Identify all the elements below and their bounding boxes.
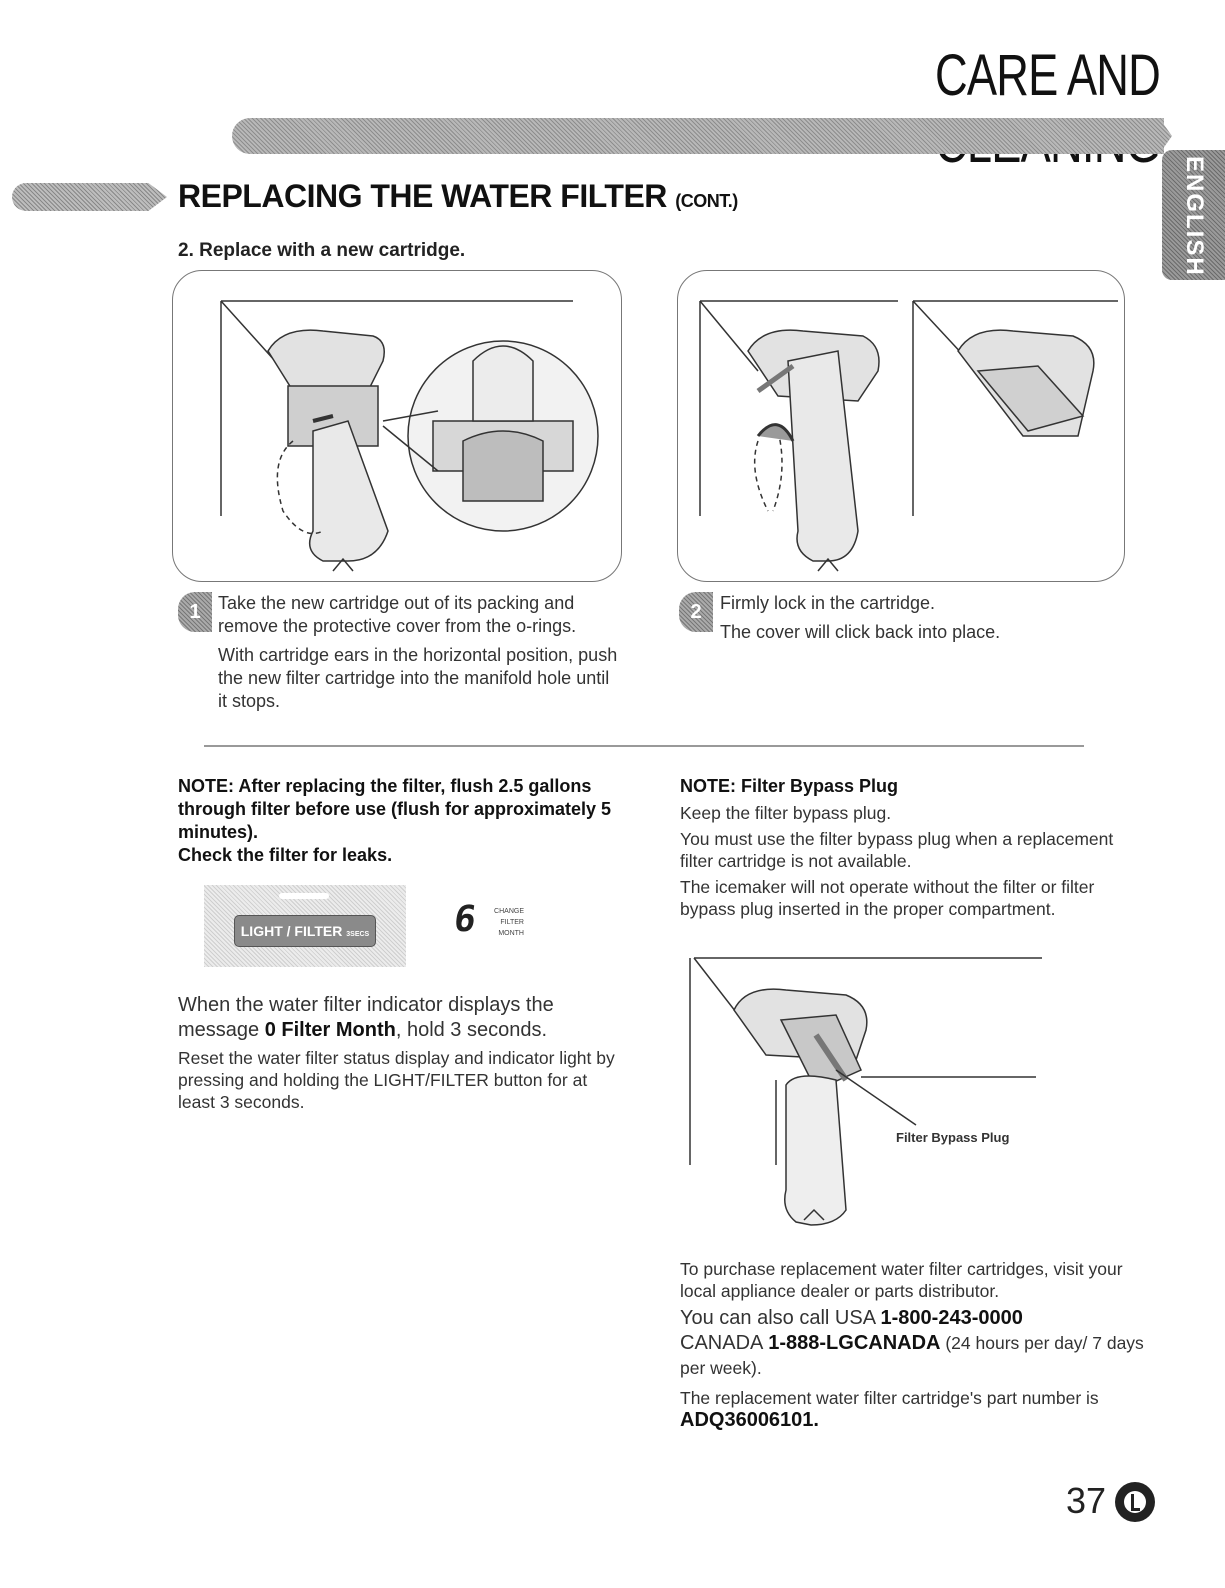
usa-call-prefix: You can also call USA bbox=[680, 1307, 875, 1329]
flush-note-text: NOTE: After replacing the filter, flush 2.5 gallons through filter before use (flush for approximately 5 minutes). bbox=[178, 776, 612, 842]
bypass-note-title: NOTE: Filter Bypass Plug bbox=[680, 776, 899, 796]
step-heading: 2. Replace with a new cartridge. bbox=[178, 240, 466, 261]
cartridge-lock-illustration bbox=[678, 271, 1124, 581]
subsection-title-suffix: (CONT.) bbox=[675, 191, 738, 211]
language-tab-label: ENGLISH bbox=[1181, 156, 1208, 277]
usa-phone-line bbox=[680, 1306, 1160, 1331]
step-1-line-1: Take the new cartridge out of its packing and remove the protective cover from the o-rings. bbox=[218, 593, 577, 636]
part-number-prefix: The replacement water filter cartridge's part number is bbox=[680, 1388, 1099, 1408]
bypass-note-line-1: Keep the filter bypass plug. bbox=[680, 803, 892, 823]
indicator-label-filter: FILTER bbox=[500, 919, 524, 926]
panel-indicator-light bbox=[279, 893, 329, 899]
step-1-line-2: With cartridge ears in the horizontal position, push the new filter cartridge into the manifold hole until it stops. bbox=[218, 645, 618, 711]
header-bar bbox=[232, 118, 1164, 154]
filter-month-indicator bbox=[451, 899, 534, 945]
bypass-note-line-2: You must use the filter bypass plug when a replacement filter cartridge is not available. bbox=[680, 829, 1114, 871]
purchase-info bbox=[680, 1258, 1160, 1435]
subsection-title-text: REPLACING THE WATER FILTER bbox=[178, 178, 667, 214]
filter-month-message bbox=[178, 993, 618, 1043]
subsection-marker bbox=[12, 183, 167, 211]
control-panel-image bbox=[204, 885, 406, 967]
light-filter-button bbox=[234, 915, 376, 947]
part-number: ADQ36006101. bbox=[680, 1409, 819, 1431]
usa-phone-number: 1-800-243-0000 bbox=[880, 1307, 1023, 1329]
step-2-line-2: The cover will click back into place. bbox=[720, 622, 1001, 642]
filter-month-message-suffix: , hold 3 seconds. bbox=[395, 1019, 548, 1041]
filter-month-highlight: 0 Filter Month bbox=[264, 1019, 396, 1041]
step-2-text bbox=[720, 592, 1120, 650]
reset-instructions bbox=[178, 993, 618, 1117]
reset-text: Reset the water filter status display and indicator light by pressing and holding the LIGHT/FILTER button for at least 3 seconds. bbox=[178, 1048, 615, 1112]
page-number: 37 bbox=[1066, 1480, 1107, 1521]
purchase-line-1: To purchase replacement water filter cartridges, visit your local appliance dealer or parts distributor. bbox=[680, 1259, 1123, 1301]
subsection-title bbox=[178, 178, 738, 215]
canada-prefix: CANADA bbox=[680, 1332, 764, 1354]
indicator-label-change: CHANGE bbox=[494, 908, 524, 915]
lg-logo-icon bbox=[1115, 1482, 1155, 1522]
part-number-line bbox=[680, 1387, 1160, 1431]
step-2-line-1: Firmly lock in the cartridge. bbox=[720, 593, 936, 613]
light-filter-button-label: LIGHT / FILTER bbox=[240, 923, 343, 939]
section-divider bbox=[204, 745, 1084, 747]
language-tab bbox=[1162, 150, 1225, 280]
step-1-text bbox=[218, 592, 618, 719]
cartridge-insert-illustration bbox=[173, 271, 621, 581]
indicator-labels bbox=[484, 906, 524, 939]
illustration-frame-1 bbox=[172, 270, 622, 582]
flush-note bbox=[178, 775, 643, 867]
bypass-plug-illustration bbox=[686, 950, 1046, 1230]
step-badge-1: 1 bbox=[178, 592, 212, 632]
indicator-label-month: MONTH bbox=[498, 930, 524, 937]
filter-month-message-prefix: When the water filter indicator displays the message bbox=[178, 994, 554, 1041]
indicator-digit: 6 bbox=[451, 899, 479, 940]
support-hours: (24 hours per day/ 7 days per week). bbox=[680, 1333, 1144, 1378]
step-badge-2: 2 bbox=[679, 592, 713, 632]
canada-phone-number: 1-888-LGCANADA bbox=[768, 1332, 941, 1354]
light-filter-button-hint: 3SECS bbox=[346, 931, 370, 938]
bypass-plug-callout: Filter Bypass Plug bbox=[896, 1130, 1010, 1145]
bypass-note-line-3: The icemaker will not operate without the filter or filter bypass plug inserted in the proper compartment. bbox=[680, 877, 1095, 919]
canada-phone-line bbox=[680, 1331, 1160, 1381]
bypass-note bbox=[680, 775, 1150, 924]
illustration-frame-2 bbox=[677, 270, 1125, 582]
section-title: CARE AND bbox=[934, 43, 1160, 108]
header-bar-cap bbox=[1140, 118, 1172, 154]
leak-check-text: Check the filter for leaks. bbox=[178, 845, 393, 865]
